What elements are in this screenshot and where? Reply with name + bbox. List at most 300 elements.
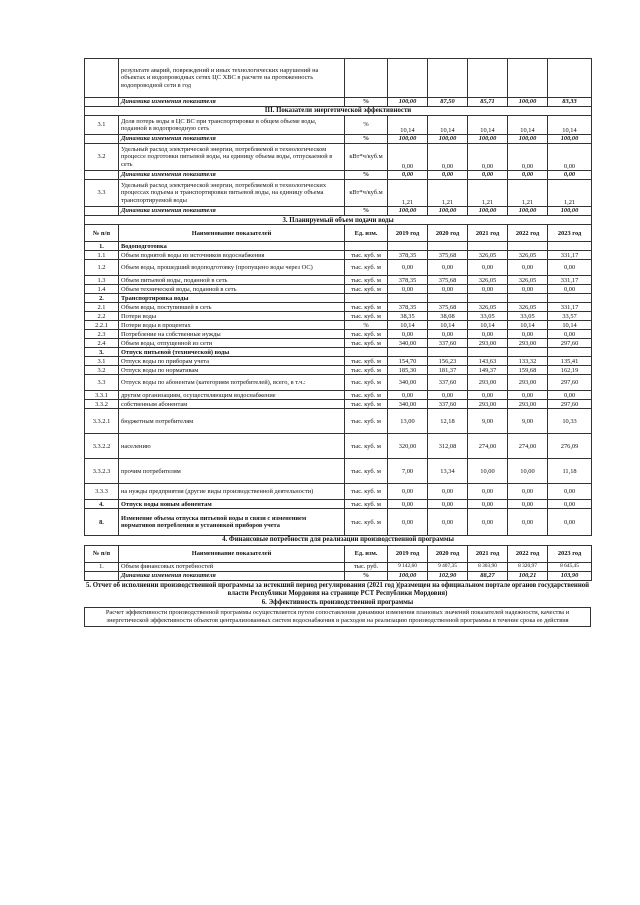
col-header-year: 2023 год: [548, 545, 592, 562]
dynamics-value: 100,00: [388, 207, 428, 216]
row-value: 10,00: [468, 459, 508, 484]
row-value: 9,00: [508, 409, 548, 434]
row-value: 375,68: [428, 251, 468, 260]
col-header-year: 2021 год: [468, 225, 508, 242]
row-value: 276,09: [548, 434, 592, 459]
row-value: 378,35: [388, 276, 428, 285]
row-num: 2.2: [85, 312, 119, 321]
row-unit: тыс. руб.: [345, 562, 388, 571]
row-value: 0,00: [468, 330, 508, 339]
row-value: 0,00: [508, 330, 548, 339]
row-value: 0,00: [468, 500, 508, 509]
row-value: 1,21: [508, 180, 548, 207]
row-value: 331,17: [548, 276, 592, 285]
row-num: 2.: [85, 294, 119, 303]
row-value: 326,05: [468, 276, 508, 285]
section6-text: Расчет эффективности производственной программы осуществляется путем сопоставления динамики изменения плановых значений показателей надежности, качества и энергетической эффективности объектов централизованных систем водоснабжения и расходов на реализацию производственной программы в течение срока ее действия: [84, 607, 591, 627]
row-value: 0,00: [508, 500, 548, 509]
row-value: 0,00: [428, 285, 468, 294]
row-value: 326,05: [468, 303, 508, 312]
dynamics-value: 100,00: [428, 135, 468, 144]
row-unit: тыс. куб. м: [345, 391, 388, 400]
dynamics-label: Динамика изменения показателя: [119, 98, 345, 107]
row-num: 1.2: [85, 260, 119, 276]
row-value: 9 407,35: [428, 562, 468, 571]
row-value: 10,14: [388, 321, 428, 330]
col-header-year: 2022 год: [508, 225, 548, 242]
row-value: [388, 242, 428, 251]
dynamics-value: 100,00: [388, 571, 428, 580]
row-value: 0,00: [428, 484, 468, 500]
row-num: 3.1: [85, 116, 119, 135]
row-value: 33,05: [468, 312, 508, 321]
row-num: 1.1: [85, 251, 119, 260]
row-unit: [345, 294, 388, 303]
row-num: 1.4: [85, 285, 119, 294]
row-value: 149,37: [468, 366, 508, 375]
row-value: 0,00: [548, 285, 592, 294]
table-row: [85, 285, 592, 294]
col-header-year: 2022 год: [508, 545, 548, 562]
table-row: [85, 59, 592, 98]
row-value: [468, 242, 508, 251]
row-name: Объем воды, поступившей в сеть: [119, 303, 345, 312]
row-value: 33,05: [508, 312, 548, 321]
table-row: [85, 562, 592, 571]
section5-title: 5. Отчет об исполнении производственной программы за истекший период регулирования (2021 год )(размещен на официальном портале органов государственной власти Республики Мордовия на странице РСТ Республики Мордовия): [85, 581, 590, 597]
row-num: 2.2.1: [85, 321, 119, 330]
row-value: 133,32: [508, 357, 548, 366]
row-value: 340,00: [388, 375, 428, 391]
row-value: 0,00: [388, 330, 428, 339]
row-name: Объем воды, отпущенной из сети: [119, 339, 345, 348]
row-name: Отпуск воды по нормативам: [119, 366, 345, 375]
dynamics-value: 100,00: [508, 135, 548, 144]
table-row: [85, 391, 592, 400]
row-value: 0,00: [388, 484, 428, 500]
row-num: 8.: [85, 509, 119, 536]
row-value: 293,00: [468, 400, 508, 409]
row-value: 297,60: [548, 375, 592, 391]
row-num: 2.4: [85, 339, 119, 348]
row-value: 9,00: [468, 409, 508, 434]
row-unit: тыс. куб. м: [345, 276, 388, 285]
row-value: 293,00: [468, 339, 508, 348]
dynamics-value: 100,00: [468, 207, 508, 216]
row-value: 0,00: [388, 260, 428, 276]
row-value: 378,35: [388, 251, 428, 260]
dynamics-value: 88,27: [468, 571, 508, 580]
section-title: 4. Финансовые потребности для реализации производственной программы: [222, 536, 454, 544]
row-value: [468, 348, 508, 357]
table-row: [85, 251, 592, 260]
row-value: 293,00: [508, 339, 548, 348]
row-value: 0,00: [508, 285, 548, 294]
row-num: 4.: [85, 500, 119, 509]
table-row: [85, 375, 592, 391]
dynamics-value: 100,00: [508, 98, 548, 107]
col-header-year: 2021 год: [468, 545, 508, 562]
row-value: 337,60: [428, 400, 468, 409]
dynamics-unit: %: [345, 571, 388, 580]
row-name: Объем поднятой воды из источников водоснабжения: [119, 251, 345, 260]
efficiency-table: [84, 58, 592, 216]
row-name: другим организациям, осуществляющим водоснабжение: [119, 391, 345, 400]
row-num: 2.1: [85, 303, 119, 312]
row-value: 33,57: [548, 312, 592, 321]
col-header-unit: Ед. изм.: [345, 225, 388, 242]
row-unit: тыс. куб. м: [345, 251, 388, 260]
row-name: Потери воды в процентах: [119, 321, 345, 330]
row-num: 3.2: [85, 366, 119, 375]
row-value: 0,00: [428, 500, 468, 509]
dynamics-label: Динамика изменения показателя: [119, 135, 345, 144]
row-value: 8 320,97: [508, 562, 548, 571]
col-header-unit: Ед. изм.: [345, 545, 388, 562]
row-value: [508, 294, 548, 303]
row-num: 1.: [85, 562, 119, 571]
col-header-name: Наименование показателей: [119, 545, 345, 562]
table-row: [85, 459, 592, 484]
row-value: 12,18: [428, 409, 468, 434]
table-row: [85, 276, 592, 285]
table-row: [85, 330, 592, 339]
row-num: 3.3: [85, 375, 119, 391]
row-unit: [345, 348, 388, 357]
section6-title: 6. Эффективность производственной программы: [261, 598, 414, 606]
dynamics-value: 100,00: [428, 207, 468, 216]
row-value: 337,60: [428, 375, 468, 391]
row-unit: кВт*ч/куб.м: [345, 180, 388, 207]
dynamics-row: [85, 171, 592, 180]
row-value: 10,14: [428, 321, 468, 330]
col-header-year: 2020 год: [428, 545, 468, 562]
section-heading: III. Показатели энергетической эффективности: [85, 107, 592, 116]
dynamics-value: 0,00: [548, 171, 592, 180]
dynamics-row: [85, 98, 592, 107]
row-value: 326,05: [468, 251, 508, 260]
row-name: Объем финансовых потребностей: [119, 562, 345, 571]
row-unit: тыс. куб. м: [345, 459, 388, 484]
row-unit: тыс. куб. м: [345, 509, 388, 536]
dynamics-label: Динамика изменения показателя: [119, 207, 345, 216]
row-value: 9 142,60: [388, 562, 428, 571]
finance-table: [84, 535, 592, 580]
row-value: [508, 348, 548, 357]
row-value: 156,23: [428, 357, 468, 366]
row-value: 154,70: [388, 357, 428, 366]
row-value: 1,21: [468, 180, 508, 207]
row-value: 274,00: [468, 434, 508, 459]
row-value: 0,00: [428, 260, 468, 276]
row-num: 3.3.1: [85, 391, 119, 400]
row-unit: тыс. куб. м: [345, 330, 388, 339]
row-value: 0,00: [508, 260, 548, 276]
row-value: 162,19: [548, 366, 592, 375]
table-row: [85, 180, 592, 207]
row-value: 0,00: [468, 391, 508, 400]
row-value: 312,08: [428, 434, 468, 459]
col-header-year: 2019 год: [388, 225, 428, 242]
row-value: 0,00: [388, 144, 428, 171]
row-value: 38,08: [428, 312, 468, 321]
table-row: [85, 242, 592, 251]
row-value: 0,00: [548, 391, 592, 400]
row-value: [548, 294, 592, 303]
row-value: 38,35: [388, 312, 428, 321]
dynamics-value: 87,50: [428, 98, 468, 107]
row-value: 340,00: [388, 400, 428, 409]
row-value: 326,05: [508, 276, 548, 285]
row-value: 0,00: [388, 391, 428, 400]
row-value: 13,00: [388, 409, 428, 434]
row-num: 3.: [85, 348, 119, 357]
row-value: 0,00: [428, 509, 468, 536]
row-value: 1,21: [548, 180, 592, 207]
row-value: [548, 242, 592, 251]
row-name: Отпуск воды по абонентам (категориям потребителей), всего, в т.ч.:: [119, 375, 345, 391]
row-value: 0,00: [508, 484, 548, 500]
section-heading-row: [85, 107, 592, 116]
row-num: 3.2: [85, 144, 119, 171]
row-value: 0,00: [548, 144, 592, 171]
row-name: Потребление на собственные нужды: [119, 330, 345, 339]
row-unit: тыс. куб. м: [345, 339, 388, 348]
row-num: 1.: [85, 242, 119, 251]
row-value: 0,00: [468, 144, 508, 171]
row-value: 331,17: [548, 303, 592, 312]
row-value: 8 303,90: [468, 562, 508, 571]
row-value: 0,00: [428, 144, 468, 171]
dynamics-value: 102,90: [428, 571, 468, 580]
row-num: 3.3.2.2: [85, 434, 119, 459]
row-value: [388, 348, 428, 357]
row-name: Транспортировка воды: [119, 294, 345, 303]
row-value: 0,00: [548, 509, 592, 536]
row-name: Объем технической воды, поданной в сеть: [119, 285, 345, 294]
row-name: Потери воды: [119, 312, 345, 321]
row-name: собственным абонентам: [119, 400, 345, 409]
row-value: 181,37: [428, 366, 468, 375]
row-name: Водоподготовка: [119, 242, 345, 251]
dynamics-row: [85, 571, 592, 580]
row-value: 0,00: [428, 330, 468, 339]
row-value: 1,21: [388, 180, 428, 207]
row-unit: тыс. куб. м: [345, 409, 388, 434]
table-row: [85, 434, 592, 459]
row-value: 10,14: [468, 116, 508, 135]
row-value: 320,00: [388, 434, 428, 459]
indicator-name: результате аварий, повреждений и иных технологических нарушений на объектах и водопроводных сетях ЦС ХВС в расчете на протяженность водопроводной сети в год: [119, 59, 345, 98]
row-value: 297,60: [548, 400, 592, 409]
section-heading-row: [85, 216, 592, 225]
row-value: 0,00: [388, 500, 428, 509]
row-value: 0,00: [548, 260, 592, 276]
row-unit: %: [345, 116, 388, 135]
row-value: 10,14: [388, 116, 428, 135]
row-value: 159,68: [508, 366, 548, 375]
col-header-num: № п/п: [85, 225, 119, 242]
row-value: 297,60: [548, 339, 592, 348]
dynamics-value: 100,00: [388, 98, 428, 107]
row-num: 2.3: [85, 330, 119, 339]
row-num: 3.3: [85, 180, 119, 207]
dynamics-value: 0,00: [508, 171, 548, 180]
row-num: 3.3.2.1: [85, 409, 119, 434]
row-value: 326,05: [508, 303, 548, 312]
table-row: [85, 500, 592, 509]
col-header-year: 2020 год: [428, 225, 468, 242]
row-value: 143,63: [468, 357, 508, 366]
row-unit: тыс. куб. м: [345, 500, 388, 509]
row-unit: тыс. куб. м: [345, 434, 388, 459]
row-unit: тыс. куб. м: [345, 260, 388, 276]
document-sheet: [84, 58, 591, 627]
table-row: [85, 484, 592, 500]
table-row: [85, 409, 592, 434]
row-value: [388, 294, 428, 303]
dynamics-value: 100,00: [548, 135, 592, 144]
row-value: 0,00: [548, 330, 592, 339]
table-row: [85, 116, 592, 135]
table-row: [85, 348, 592, 357]
row-value: 0,00: [508, 509, 548, 536]
row-value: 1,21: [428, 180, 468, 207]
row-unit: тыс. куб. м: [345, 375, 388, 391]
row-value: 274,00: [508, 434, 548, 459]
row-name: населению: [119, 434, 345, 459]
row-name: Объем воды, прошедший водоподготовку (пропущено воды через ОС): [119, 260, 345, 276]
row-value: 0,00: [508, 391, 548, 400]
dynamics-value: 100,00: [388, 135, 428, 144]
col-header-name: Наименование показателей: [119, 225, 345, 242]
row-value: 10,14: [548, 321, 592, 330]
row-value: 10,14: [468, 321, 508, 330]
row-unit: тыс. куб. м: [345, 312, 388, 321]
dynamics-label: Динамика изменения показателя: [119, 171, 345, 180]
header-row: [85, 545, 592, 562]
row-value: 8 645,45: [548, 562, 592, 571]
row-value: [428, 294, 468, 303]
row-unit: тыс. куб. м: [345, 400, 388, 409]
row-value: 0,00: [388, 509, 428, 536]
row-name: Изменение объема отпуска питьевой воды в связи с изменением нормативов потребления и установкой приборов учета: [119, 509, 345, 536]
row-value: 340,00: [388, 339, 428, 348]
row-value: [468, 294, 508, 303]
row-value: 135,41: [548, 357, 592, 366]
row-name: Отпуск воды по приборам учета: [119, 357, 345, 366]
row-value: [508, 242, 548, 251]
row-name: Удельный расход электрической энергии, потребляемой в технологических процессах подъема и транспортировки питьевой воды, на единицу объема транспортируемой воды: [119, 180, 345, 207]
row-name: Отпуск воды новым абонентам: [119, 500, 345, 509]
header-row: [85, 225, 592, 242]
table-row: [85, 260, 592, 276]
table-row: [85, 509, 592, 536]
row-value: 337,60: [428, 339, 468, 348]
dynamics-value: 0,00: [468, 171, 508, 180]
table-row: [85, 321, 592, 330]
row-name: прочим потребителям: [119, 459, 345, 484]
row-value: 185,30: [388, 366, 428, 375]
row-value: [428, 242, 468, 251]
row-value: 10,00: [508, 459, 548, 484]
row-name: бюджетным потребителям: [119, 409, 345, 434]
row-name: Отпуск питьевой (технической) воды: [119, 348, 345, 357]
row-num: 3.3.3: [85, 484, 119, 500]
dynamics-row: [85, 207, 592, 216]
table-row: [85, 339, 592, 348]
row-value: 0,00: [508, 144, 548, 171]
dynamics-value: 0,00: [428, 171, 468, 180]
dynamics-unit: %: [345, 207, 388, 216]
row-name: Объем питьевой воды, поданной в сеть: [119, 276, 345, 285]
row-value: 293,00: [468, 375, 508, 391]
dynamics-row: [85, 135, 592, 144]
dynamics-value: 100,00: [468, 135, 508, 144]
row-name: Доля потерь воды в ЦС ВС при транспортировке в общем объеме воды, поданной в водопроводную сеть: [119, 116, 345, 135]
row-value: 375,68: [428, 303, 468, 312]
table-row: [85, 366, 592, 375]
row-num: 3.1: [85, 357, 119, 366]
row-value: 0,00: [428, 391, 468, 400]
row-value: 10,14: [508, 321, 548, 330]
row-value: 293,00: [508, 400, 548, 409]
dynamics-unit: %: [345, 135, 388, 144]
dynamics-value: 83,33: [548, 98, 592, 107]
dynamics-unit: %: [345, 98, 388, 107]
table-row: [85, 357, 592, 366]
row-value: 331,17: [548, 251, 592, 260]
dynamics-value: 100,00: [508, 207, 548, 216]
row-value: 10,33: [548, 409, 592, 434]
table-row: [85, 294, 592, 303]
row-value: [548, 348, 592, 357]
row-name: Удельный расход электрической энергии, потребляемой в технологическом процессе подготовки питьевой воды, на единицу объема воды, отпускаемой в сеть: [119, 144, 345, 171]
row-unit: %: [345, 321, 388, 330]
col-header-num: № п/п: [85, 545, 119, 562]
row-value: 378,35: [388, 303, 428, 312]
volume-table: [84, 215, 592, 536]
row-value: 10,14: [508, 116, 548, 135]
row-value: 293,00: [508, 375, 548, 391]
row-value: 0,00: [468, 285, 508, 294]
dynamics-value: 85,71: [468, 98, 508, 107]
row-unit: кВт*ч/куб.м: [345, 144, 388, 171]
row-value: 10,14: [548, 116, 592, 135]
row-value: 7,00: [388, 459, 428, 484]
row-unit: тыс. куб. м: [345, 484, 388, 500]
table-row: [85, 144, 592, 171]
row-value: 0,00: [468, 260, 508, 276]
row-unit: тыс. куб. м: [345, 303, 388, 312]
dynamics-value: 100,21: [508, 571, 548, 580]
row-value: 10,14: [428, 116, 468, 135]
row-value: 0,00: [388, 285, 428, 294]
row-value: 11,18: [548, 459, 592, 484]
table-row: [85, 400, 592, 409]
row-unit: тыс. куб. м: [345, 285, 388, 294]
table-row: [85, 303, 592, 312]
row-name: на нужды предприятия (другие виды производственной деятельности): [119, 484, 345, 500]
row-num: 3.3.2.3: [85, 459, 119, 484]
row-value: 0,00: [468, 509, 508, 536]
col-header-year: 2019 год: [388, 545, 428, 562]
row-unit: [345, 242, 388, 251]
row-value: [428, 348, 468, 357]
row-num: 1.3: [85, 276, 119, 285]
section-heading-row: [85, 535, 592, 545]
row-value: 0,00: [468, 484, 508, 500]
